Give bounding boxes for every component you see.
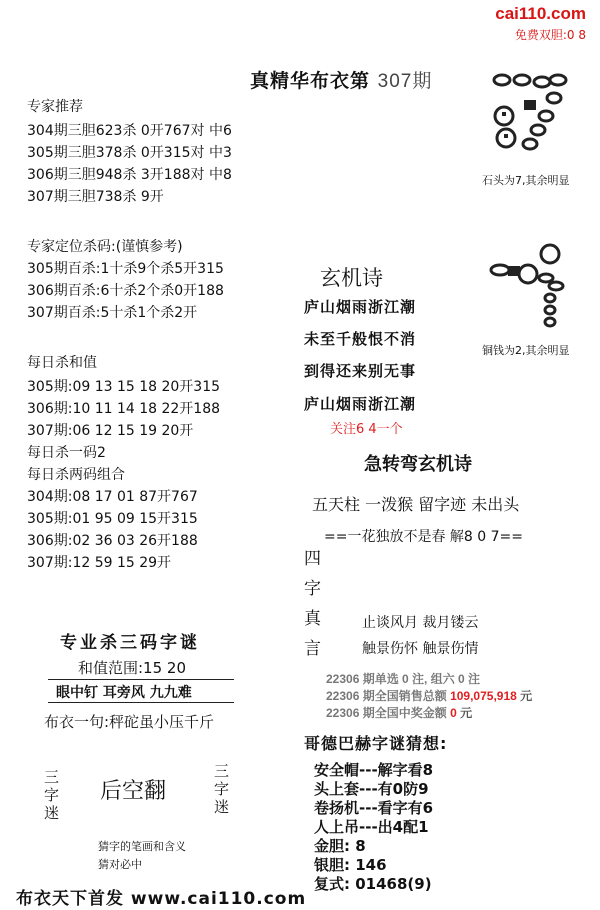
- sales-line: 22306 期单选 0 注, 组六 0 注: [326, 672, 481, 686]
- daily-two-line: 304期:08 17 01 87开767: [27, 489, 198, 505]
- riddle-char: 三: [44, 768, 60, 786]
- riddle-char: 迷: [44, 804, 60, 822]
- riddle-heading: 专业杀三码字谜: [60, 633, 200, 653]
- expert-heading: 专家推荐: [27, 99, 83, 115]
- expert-section: [27, 96, 232, 208]
- four-char: 字: [304, 579, 321, 599]
- four-char: 真: [304, 609, 321, 629]
- sales-win-unit: 元: [460, 706, 473, 720]
- sales-win-label: 22306 期全国中奖金额: [326, 706, 447, 720]
- stone-caption: 石头为7,其余明显: [482, 174, 570, 187]
- stone-icon: [523, 139, 537, 149]
- turn-line: 五天柱 一泼猴 留字迹 未出头: [312, 495, 520, 514]
- footer-banner: 布衣天下首发 www.cai110.com: [16, 889, 307, 909]
- four-words-chars: [304, 544, 321, 664]
- daily-two-line: 305期:01 95 09 15开315: [27, 511, 198, 527]
- poem-attention: 关注6 4一个: [330, 422, 403, 437]
- four-char: 四: [304, 549, 321, 569]
- riddle-note: 猜对必中: [98, 858, 142, 871]
- expert-line: 307期三胆738杀 9开: [27, 189, 164, 205]
- page-title: [250, 66, 432, 93]
- godel-line: 复式: 01468(9): [314, 875, 432, 893]
- title-name: 真精华布衣第: [250, 70, 371, 92]
- godel-line: 卷扬机---看字有6: [314, 799, 434, 817]
- daily-sum-section: [27, 352, 220, 574]
- free-double-label: 免费双胆:0 8: [514, 28, 586, 42]
- stone-icon: [514, 75, 530, 85]
- expert-line: 306期三胆948杀 3开188对 中8: [27, 167, 232, 183]
- three-riddle-right: [214, 762, 229, 816]
- position-kill-heading: 专家定位杀码:(谨慎参考): [27, 239, 183, 255]
- stone-icon: [491, 265, 509, 275]
- riddle-char: 三: [214, 762, 230, 780]
- gold-ingot-icon: [508, 266, 520, 276]
- three-riddle-left: [44, 768, 59, 822]
- godel-line: 人上吊---出4配1: [314, 818, 429, 836]
- daily-two-line: 307期:12 59 15 29开: [27, 555, 172, 571]
- position-kill-line: 305期百杀:1十杀9个杀5开315: [27, 261, 224, 277]
- stone-icon: [531, 125, 545, 135]
- coin-icon: [519, 265, 537, 283]
- sales-total-label: 22306 期全国销售总额: [326, 689, 447, 703]
- three-riddle-answer: 后空翻: [100, 779, 167, 804]
- poem-line: 未至千般恨不消: [304, 330, 417, 348]
- position-kill-section: [27, 236, 224, 324]
- sales-win: [326, 704, 472, 721]
- daily-one: 每日杀一码2: [27, 445, 106, 461]
- expert-line: 305期三胆378杀 0开315对 中3: [27, 145, 232, 161]
- poem-line: 庐山烟雨浙江潮: [304, 298, 417, 316]
- stone-icon: [494, 75, 510, 85]
- divider: [48, 702, 234, 703]
- position-kill-line: 306期百杀:6十杀2个杀0开188: [27, 283, 224, 299]
- riddle-range: 和值范围:15 20: [78, 659, 186, 677]
- daily-two-line: 306期:02 36 03 26开188: [27, 533, 198, 549]
- daily-two-heading: 每日杀两码组合: [27, 467, 125, 483]
- riddle-idioms: 眼中钉 耳旁风 九九难: [56, 685, 192, 701]
- four-words-line: 止谈风月 裁月镂云: [362, 615, 479, 631]
- stones-illustration: [484, 72, 574, 164]
- coin-caption: 铜钱为2,其余明显: [482, 344, 570, 357]
- turn-line: ==一花独放不是春 解8 0 7==: [324, 529, 523, 545]
- poem-line: 到得还来别无事: [304, 362, 417, 380]
- four-char: 言: [304, 639, 321, 659]
- daily-sum-line: 307期:06 12 15 19 20开: [27, 423, 194, 439]
- godel-title: 哥德巴赫字谜猜想:: [304, 734, 448, 753]
- expert-line: 304期三胆623杀 0开767对 中6: [27, 123, 232, 139]
- stone-icon: [550, 75, 566, 85]
- godel-line: 银胆: 146: [314, 856, 387, 874]
- turn-title: 急转弯玄机诗: [364, 454, 472, 475]
- sales-win-value: 0: [450, 706, 457, 720]
- four-words-line: 触景伤怀 触景伤情: [362, 641, 479, 657]
- site-logo[interactable]: cai110.com: [495, 4, 586, 23]
- godel-line: 头上套---有0防9: [314, 780, 429, 798]
- gold-ingot-icon: [524, 100, 536, 110]
- position-kill-line: 307期百杀:5十杀1个杀2开: [27, 305, 198, 321]
- sales-total-value: 109,075,918: [450, 689, 517, 703]
- riddle-char: 字: [44, 786, 60, 804]
- sales-total: [326, 687, 532, 704]
- stone-icon: [534, 77, 550, 87]
- riddle-char: 迷: [214, 798, 230, 816]
- sales-total-unit: 元: [520, 689, 533, 703]
- daily-sum-heading: 每日杀和值: [27, 355, 97, 371]
- godel-line: 安全帽---解字看8: [314, 761, 434, 779]
- godel-line: 金胆: 8: [314, 837, 366, 855]
- riddle-char: 字: [214, 780, 230, 798]
- divider: [48, 679, 234, 680]
- riddle-saying: 布衣一句:秤砣虽小压千斤: [44, 713, 215, 731]
- godel-list: [314, 761, 433, 894]
- poem-line: 庐山烟雨浙江潮: [304, 395, 417, 413]
- daily-sum-line: 305期:09 13 15 18 20开315: [27, 379, 221, 395]
- stone-icon: [539, 111, 553, 121]
- coin-icon: [541, 245, 559, 263]
- title-issue: 307期: [377, 71, 433, 92]
- daily-sum-line: 306期:10 11 14 18 22开188: [27, 401, 221, 417]
- riddle-note: 猜字的笔画和含义: [98, 840, 186, 853]
- coins-illustration: [486, 240, 572, 332]
- stone-icon: [547, 93, 561, 103]
- poem-title: 玄机诗: [320, 266, 383, 290]
